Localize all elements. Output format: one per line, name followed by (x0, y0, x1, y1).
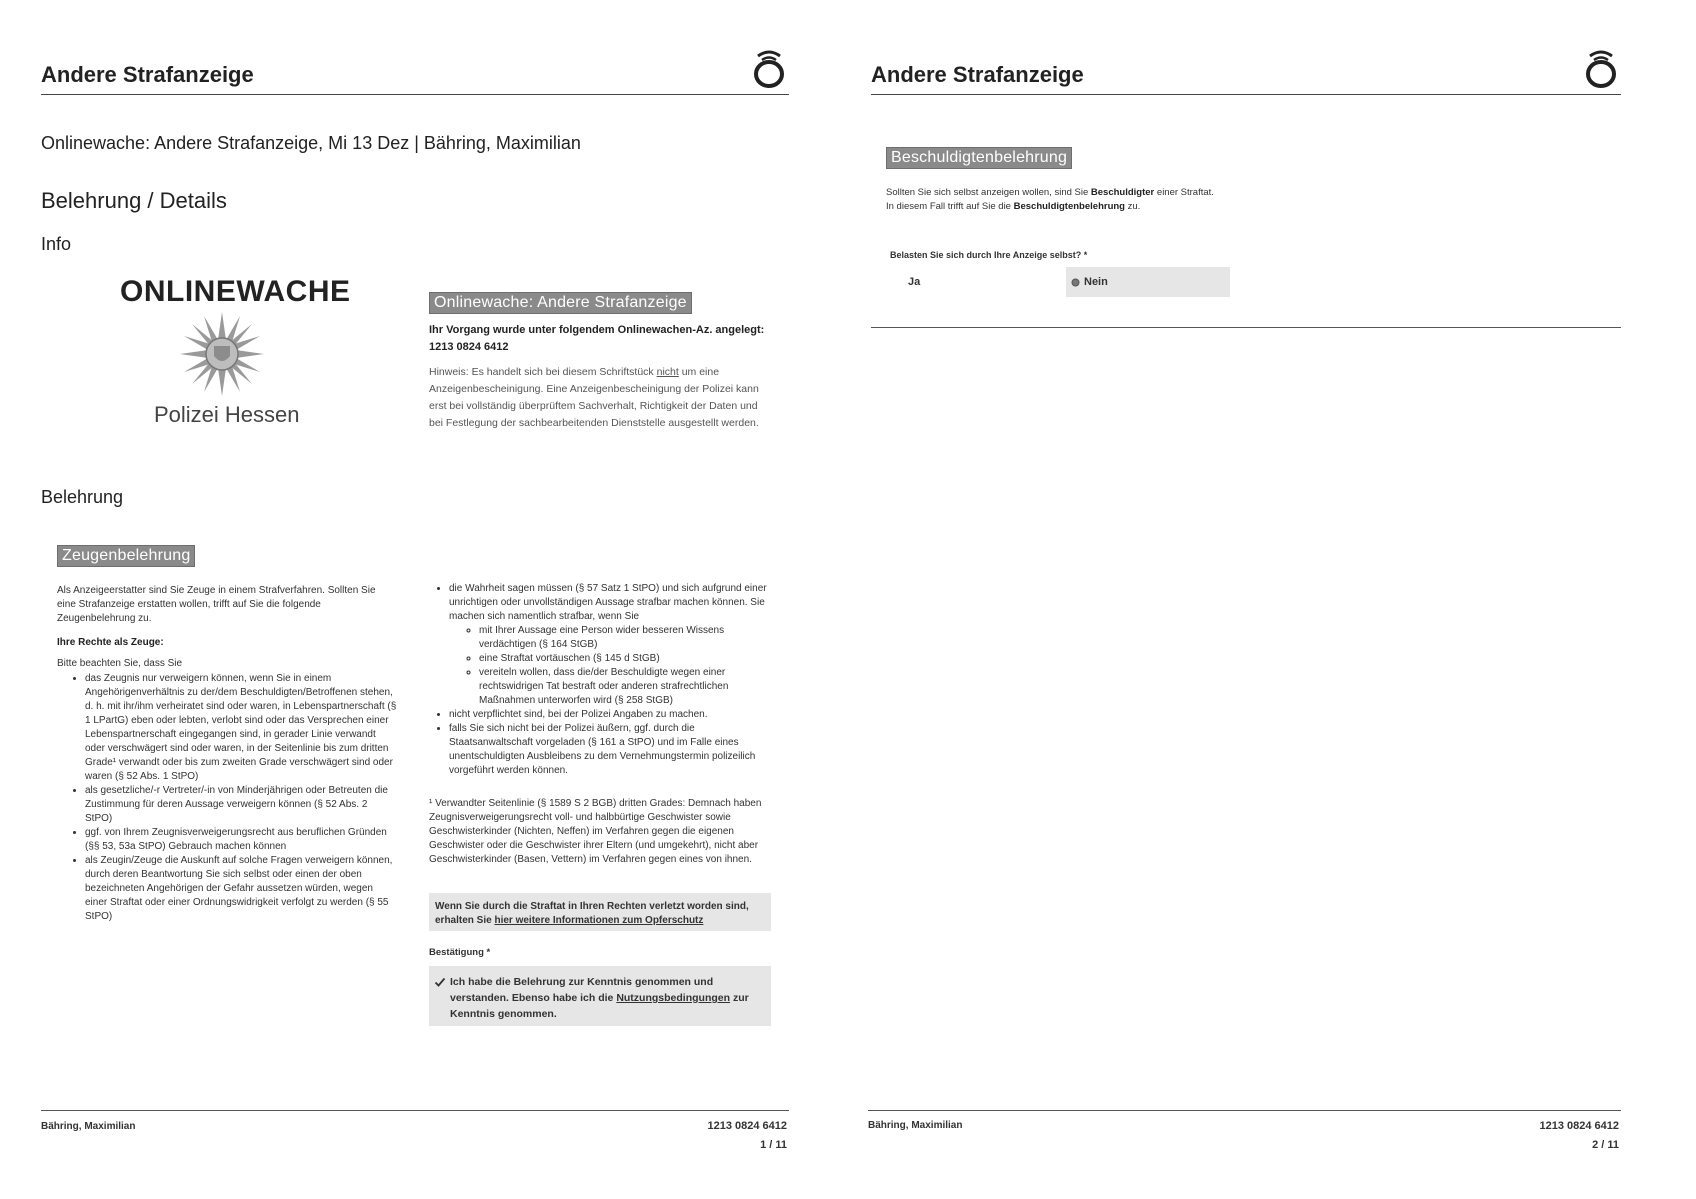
victim-protection-text: Wenn Sie durch die Straftat in Ihren Rechten verletzt worden sind, erhalten Sie hier weitere Informationen zum Opferschutz (435, 901, 749, 926)
header-rule (41, 94, 789, 95)
duties-list (429, 582, 769, 778)
police-logo-icon (1584, 46, 1618, 88)
confirm-text: Ich habe die Belehrung zur Kenntnis genommen und verstanden. Ebenso habe ich die Nutzungsbedingungen zur Kenntnis genommen. (450, 976, 749, 1020)
duty-item: • nicht verpflichtet sind, bei der Polizei Angaben zu machen. (449, 708, 769, 722)
rights-list (57, 672, 397, 924)
accused-text: Sollten Sie sich selbst anzeigen wollen, sind Sie Beschuldigter einer Straftat. In diesem Fall trifft auf Sie die Beschuldigtenbelehrung zu. (886, 187, 1214, 212)
document-subtitle: Onlinewache: Andere Strafanzeige, Mi 13 Dez | Bähring, Maximilian (41, 133, 581, 153)
police-logo-icon (752, 46, 786, 88)
footer-page-number: 2 / 11 (1592, 1139, 1619, 1151)
witness-heading: Zeugenbelehrung (57, 545, 195, 567)
police-star-icon (178, 310, 266, 398)
duty-subitem: ◦ eine Straftat vortäuschen (§ 145 d StGB) (479, 652, 769, 666)
victim-protection-link[interactable]: hier weitere Informationen zum Opferschutz (494, 915, 704, 926)
info-label: Info (41, 234, 72, 254)
page-header-title: Andere Strafanzeige (41, 62, 254, 87)
onlinewache-logo-title: ONLINEWACHE (120, 275, 351, 308)
duty-subitem: ◦ vereiteln wollen, dass die/der Beschuldigte wegen einer rechtswidrigen Tat bestraft oder anderen strafrechtlichen Maßnahmen unterworfen wird (§ 258 StGB) (479, 666, 769, 708)
duty-item: • die Wahrheit sagen müssen (§ 57 Satz 1 StPO) und sich aufgrund einer unrichtigen oder unvollständigen Aussage strafbar machen können. Sie machen sich namentlich strafbar, wenn Sie ◦ mit Ihrer Aussage eine Person wider besseren Wissens verdächtigen (§ 164 StGB) ◦ eine Straftat vortäuschen (§ 145 d StGB) ◦ vereiteln wollen, dass die/der Beschuldigte wegen einer rechtswidrigen Tat bestraft oder anderen strafrechtlichen Maßnahmen unterworfen wird (§ 258 StGB) (449, 582, 769, 708)
witness-intro: Als Anzeigeerstatter sind Sie Zeuge in einem Strafverfahren. Sollten Sie eine Strafanzeige erstatten wollen, trifft auf Sie die folgende Zeugenbelehrung zu. (57, 585, 376, 624)
accused-heading: Beschuldigtenbelehrung (886, 147, 1072, 169)
checkmark-icon[interactable] (434, 976, 446, 988)
footnote: ¹ Verwandter Seitenlinie (§ 1589 S 2 BGB) dritten Grades: Demnach haben Zeugnisverweigerungsrecht voll- und halbbürtige Geschwister sowie Geschwisterkinder (Nichten, Neffen) im Verfahren gegen die eigenen Geschwister oder die Geschwister ihrer Eltern (und umgekehrt), nicht aber Geschwisterkinder (Basen, Vettern) im Verfahren gegen eines von ihnen. (429, 798, 762, 865)
rights-heading: Ihre Rechte als Zeuge: (57, 637, 164, 648)
footer-case-number: 1213 0824 6412 (707, 1120, 787, 1132)
self-incrimination-question: Belasten Sie sich durch Ihre Anzeige selbst? * (890, 250, 1088, 260)
footer-page-number: 1 / 11 (760, 1139, 787, 1151)
rights-item: • ggf. von Ihrem Zeugnisverweigerungsrecht aus beruflichen Gründen (§§ 53, 53a StPO) Gebrauch machen können (85, 826, 397, 854)
case-heading: Onlinewache: Andere Strafanzeige (429, 292, 692, 314)
footer-name: Bähring, Maximilian (868, 1120, 963, 1131)
duty-item: • falls Sie sich nicht bei der Polizei äußern, ggf. durch die Staatsanwaltschaft vorgeladen (§ 161 a StPO) und im Falle eines unentschuldigten Ausbleibens zu dem Vernehmungstermin polizeilich vorgeführt werden können. (449, 722, 769, 778)
footer-name: Bähring, Maximilian (41, 1121, 136, 1132)
rights-item: • das Zeugnis nur verweigern können, wenn Sie in einem Angehörigenverhältnis zu der/dem Beschuldigten/Betroffenen stehen, d. h. mit ihr/ihm verheiratet sind oder waren, in Lebenspartnerschaft (§ 1 LPartG) eben oder lebten, verlobt sind oder das Versprechen einer Lebenspartnerschaft eingegangen sind, in gerader Linie verwandt oder verschwägert sind oder waren, in der Seitenlinie bis zum dritten Grade¹ verwandt oder bis zum zweiten Grade verschwägert sind oder waren (§ 52 Abs. 1 StPO) (85, 672, 397, 784)
onlinewache-logo-subtitle: Polizei Hessen (154, 402, 300, 427)
option-no[interactable]: Nein (1084, 276, 1108, 288)
rights-item: • als gesetzliche/-r Vertreter/-in von Minderjährigen oder Betreuten die Zustimmung für deren Aussage verweigern können (§ 52 Abs. 2 StPO) (85, 784, 397, 826)
confirm-label: Bestätigung * (429, 947, 491, 958)
case-number-text: Ihr Vorgang wurde unter folgendem Onlinewachen-Az. angelegt: 1213 0824 6412 (429, 324, 765, 353)
page-header-title: Andere Strafanzeige (871, 62, 1084, 87)
document-page-2 (848, 0, 1696, 1199)
section-title: Belehrung / Details (41, 188, 227, 213)
rights-lead: Bitte beachten Sie, dass Sie (57, 658, 183, 669)
rights-item: • als Zeugin/Zeuge die Auskunft auf solche Fragen verweigern können, durch deren Beantwortung Sie sich selbst oder einen der oben bezeichneten Angehörigen der Gefahr aussetzen würden, wegen einer Straftat oder einer Ordnungswidrigkeit verfolgt zu werden (§ 55 StPO) (85, 854, 397, 924)
notice-text: Hinweis: Es handelt sich bei diesem Schriftstück nicht um eine Anzeigenbescheinigung. Eine Anzeigenbescheinigung der Polizei kann erst bei vollständig überprüftem Sachverhalt, Richtigkeit der Daten und bei Festlegung der sachbearbeitenden Dienststelle ausgestellt werden. (429, 366, 759, 429)
footer-rule (868, 1110, 1621, 1111)
terms-link[interactable]: Nutzungsbedingungen (616, 992, 731, 1004)
duty-subitem: ◦ mit Ihrer Aussage eine Person wider besseren Wissens verdächtigen (§ 164 StGB) (479, 624, 769, 652)
footer-case-number: 1213 0824 6412 (1539, 1120, 1619, 1132)
option-yes[interactable]: Ja (908, 276, 921, 288)
footer-rule (41, 1110, 789, 1111)
belehrung-label: Belehrung (41, 487, 124, 507)
section-divider (871, 327, 1621, 328)
header-rule (871, 94, 1621, 95)
radio-selected-icon[interactable] (1071, 278, 1080, 287)
